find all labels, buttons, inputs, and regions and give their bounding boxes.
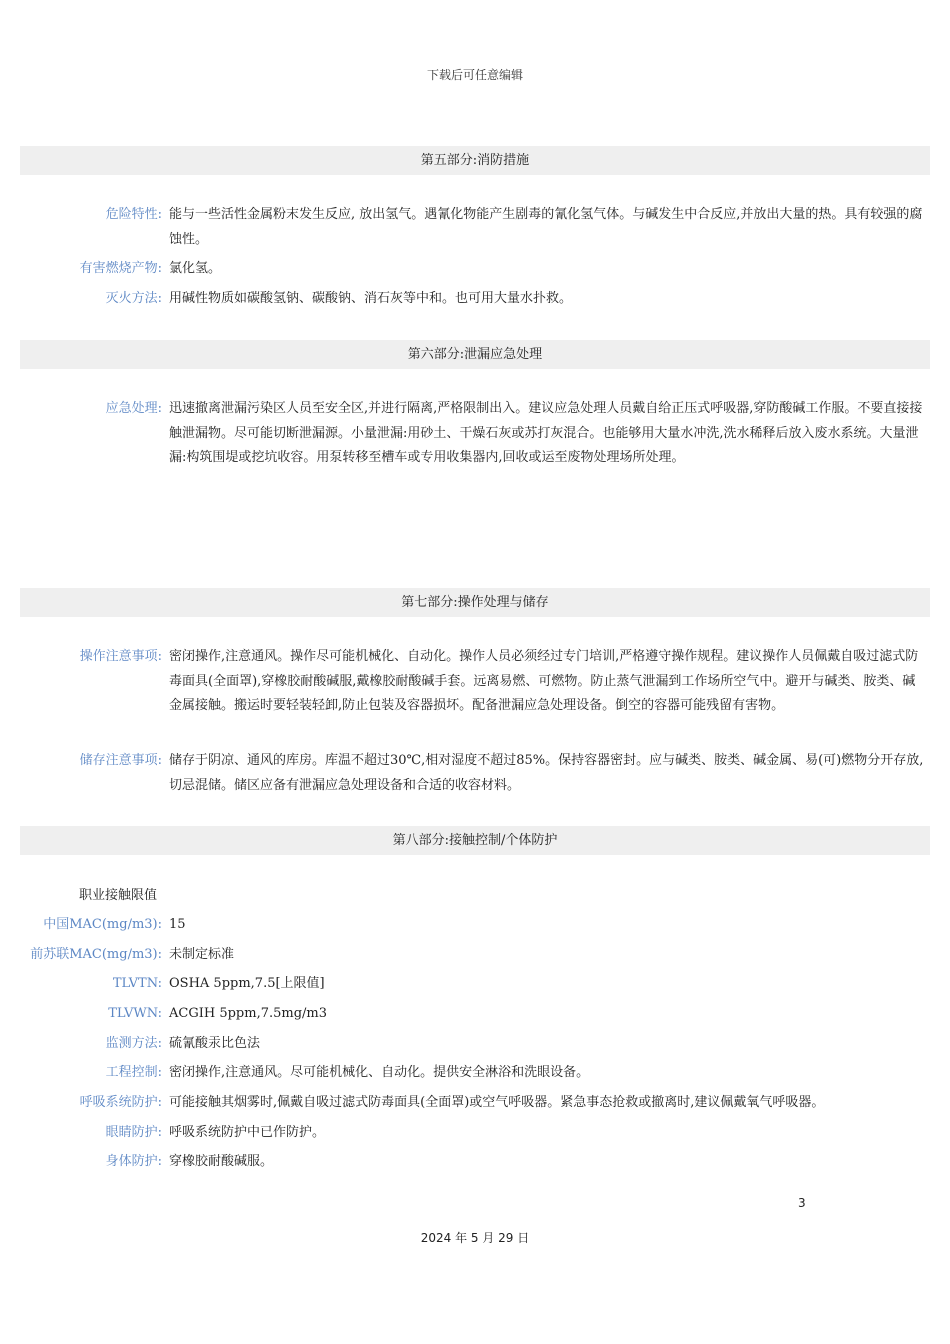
field-value: 密闭操作,注意通风。操作尽可能机械化、自动化。操作人员必须经过专门培训,严格遵守操作规程。建议操作人员佩戴自吸过滤式防毒面具(全面罩),穿橡胶耐酸碱服,戴橡胶耐酸碱手套。远离易燃、可燃物。防止蒸气泄漏到工作场所空气中。避开与碱类、胺类、碱金属接触。搬运时要轻装轻卸,防止包装及容器损坏。配备泄漏应急处理设备。倒空的容器可能残留有害物。 bbox=[169, 649, 919, 714]
field-label: TLVTN: bbox=[112, 976, 162, 991]
page-number: 3 bbox=[798, 1196, 806, 1210]
field-label: 工程控制: bbox=[105, 1065, 162, 1080]
field-label: 危险特性: bbox=[105, 207, 162, 222]
section-title-handling-storage: 第七部分:操作处理与储存 bbox=[20, 588, 930, 617]
field-label: 操作注意事项: bbox=[79, 649, 162, 664]
page-header: 下载后可任意编辑 bbox=[426, 68, 523, 82]
field-value: 呼吸系统防护中已作防护。 bbox=[169, 1125, 326, 1140]
field-value: 密闭操作,注意通风。尽可能机械化、自动化。提供安全淋浴和洗眼设备。 bbox=[169, 1065, 590, 1080]
footer-date: 2024 年 5 月 29 日 bbox=[420, 1231, 530, 1245]
field-value: 氯化氢。 bbox=[169, 261, 222, 276]
field-value: 穿橡胶耐酸碱服。 bbox=[169, 1154, 274, 1169]
field-value: 硫氰酸汞比色法 bbox=[169, 1036, 261, 1051]
field-label: 中国MAC(mg/m3): bbox=[43, 917, 162, 932]
field-label: 储存注意事项: bbox=[79, 753, 162, 768]
field-value: 15 bbox=[169, 917, 186, 932]
field-label: TLVWN: bbox=[108, 1006, 162, 1021]
field-label: 有害燃烧产物: bbox=[79, 261, 162, 276]
field-label: 前苏联MAC(mg/m3): bbox=[30, 947, 162, 962]
field-label: 灭火方法: bbox=[105, 291, 162, 306]
field-value: OSHA 5ppm,7.5[上限值] bbox=[169, 976, 325, 991]
field-label: 呼吸系统防护: bbox=[79, 1095, 162, 1110]
field-value: 储存于阴凉、通风的库房。库温不超过30℃,相对湿度不超过85%。保持容器密封。应与碱类、胺类、碱金属、易(可)燃物分开存放,切忌混储。储区应备有泄漏应急处理设备和合适的收容材料。 bbox=[169, 753, 924, 793]
field-value: ACGIH 5ppm,7.5mg/m3 bbox=[169, 1006, 327, 1021]
field-label: 监测方法: bbox=[105, 1036, 162, 1051]
section-title-leak-response: 第六部分:泄漏应急处理 bbox=[20, 340, 930, 369]
field-value: 未制定标准 bbox=[169, 947, 235, 962]
field-label: 应急处理: bbox=[105, 401, 162, 416]
field-label: 眼睛防护: bbox=[105, 1125, 162, 1140]
section-title-fire-measures: 第五部分:消防措施 bbox=[20, 146, 930, 175]
field-value: 能与一些活性金属粉末发生反应, 放出氢气。遇氰化物能产生剧毒的氰化氢气体。与碱发生中合反应,并放出大量的热。具有较强的腐蚀性。 bbox=[169, 207, 923, 247]
field-value: 可能接触其烟雾时,佩戴自吸过滤式防毒面具(全面罩)或空气呼吸器。紧急事态抢救或撤离时,建议佩戴氧气呼吸器。 bbox=[169, 1095, 825, 1110]
subheading-exposure-limits: 职业接触限值 bbox=[79, 888, 158, 903]
field-value: 迅速撤离泄漏污染区人员至安全区,并进行隔离,严格限制出入。建议应急处理人员戴自给正压式呼吸器,穿防酸碱工作服。不要直接接触泄漏物。尽可能切断泄漏源。小量泄漏:用砂土、干燥石灰或苏打灰混合。也能够用大量水冲洗,洗水稀释后放入废水系统。大量泄漏:构筑围堤或挖坑收容。用泵转移至槽车或专用收集器内,回收或运至废物处理场所处理。 bbox=[169, 401, 923, 466]
field-label: 身体防护: bbox=[105, 1154, 162, 1169]
section-title-exposure-control: 第八部分:接触控制/个体防护 bbox=[20, 826, 930, 855]
field-value: 用碱性物质如碳酸氢钠、碳酸钠、消石灰等中和。也可用大量水扑救。 bbox=[169, 291, 573, 306]
